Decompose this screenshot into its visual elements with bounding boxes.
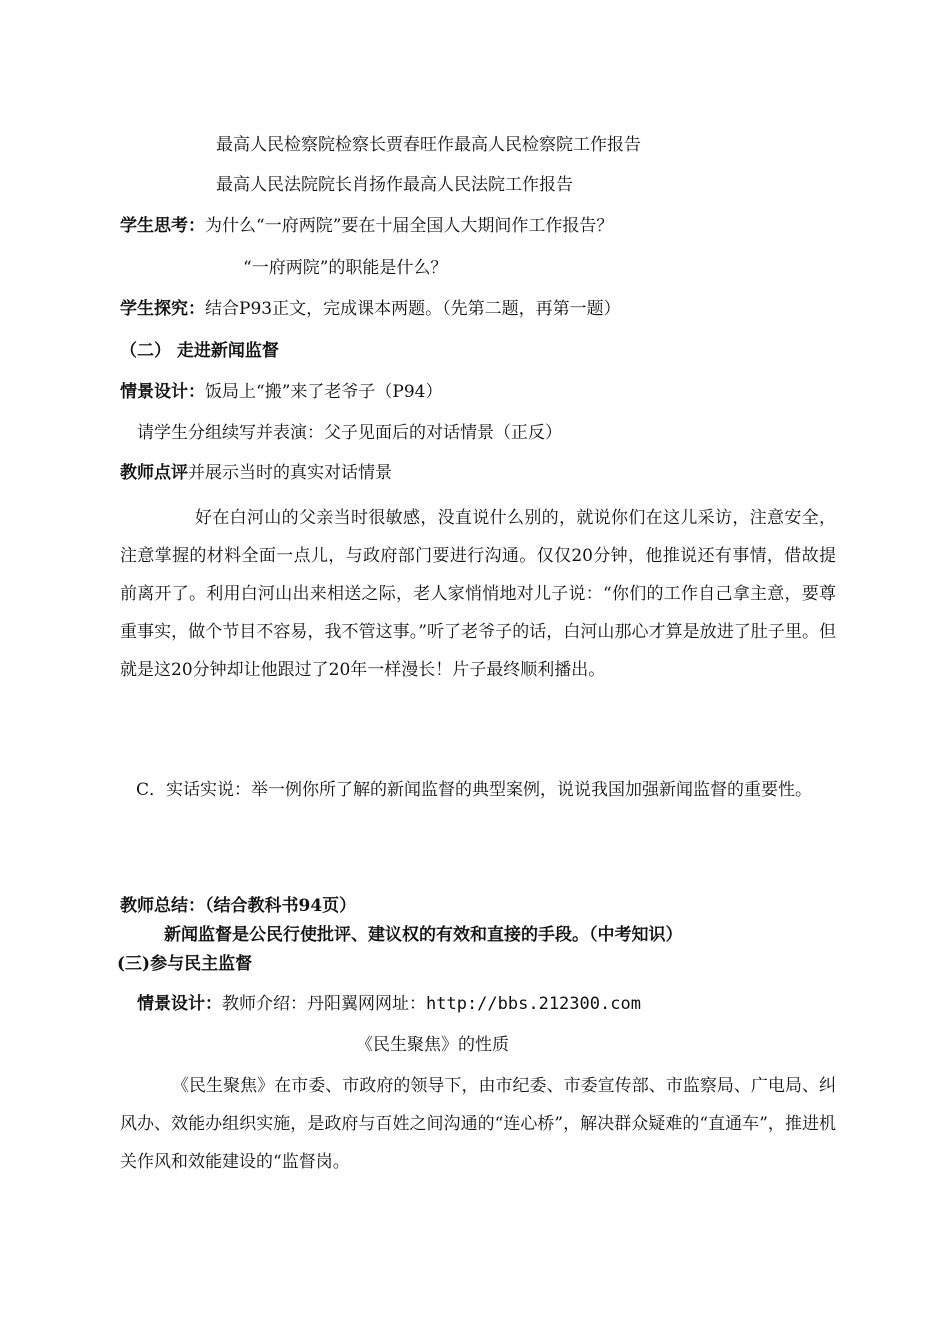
section-3-heading: (三)参与民主监督 bbox=[117, 954, 253, 974]
teacher-summary-label: 教师总结：（结合教科书94页） bbox=[120, 896, 357, 916]
scenario-2-label: 情景设计： bbox=[137, 994, 222, 1014]
minsheng-title: 《民生聚焦》的性质 bbox=[356, 1035, 509, 1055]
story-paragraph: 好在白河山的父亲当时很敏感，没直说什么别的，就说你们在这儿采访，注意安全，注意掌握的材料全面一点儿，与政府部门要进行沟通。仅仅20分钟，他推说还有事情，借故提前离开了。利用白河山出来相送之际，老人家悄悄地对儿子说：“你们的工作自己拿主意，要尊重事实，做个节目不容易，我不管这事。”听了老爷子的话，白河山那心才算是放进了肚子里。但就是这20分钟却让他跟过了20年一样漫长！片子最终顺利播出。 bbox=[120, 508, 836, 680]
report-court: 最高人民法院院长肖扬作最高人民法院工作报告 bbox=[216, 175, 573, 195]
website-url: http://bbs.212300.com bbox=[426, 994, 641, 1014]
student-explore-label: 学生探究： bbox=[120, 299, 205, 319]
scenario-1-text: 饭局上“搬”来了老爷子（P94） bbox=[205, 382, 443, 402]
scenario-2-line bbox=[137, 996, 641, 1013]
student-think-label: 学生思考： bbox=[120, 216, 205, 236]
scenario-1-label: 情景设计： bbox=[120, 382, 205, 402]
minsheng-paragraph: 《民生聚焦》在市委、市政府的领导下，由市纪委、市委宣传部、市监察局、广电局、纠风办、效能办组织实施，是政府与百姓之间沟通的“连心桥”，解决群众疑难的“直通车”，推进机关作风和效能建设的“监督岗。 bbox=[120, 1076, 836, 1172]
teacher-comment-text: 并展示当时的真实对话情景 bbox=[188, 463, 392, 483]
student-think-question-1: 为什么“一府两院”要在十届全国人大期间作工作报告？ bbox=[205, 216, 614, 236]
student-explore-text: 结合P93正文，完成课本两题。（先第二题，再第一题） bbox=[205, 299, 621, 319]
student-think-line bbox=[120, 218, 613, 235]
scenario-2-text: 教师介绍：丹阳翼网网址： bbox=[222, 994, 426, 1014]
real-talk-paragraph: C．实话实说：举一例你所了解的新闻监督的典型案例，说说我国加强新闻监督的重要性。 bbox=[136, 780, 813, 800]
teacher-comment-line bbox=[120, 465, 392, 482]
teacher-summary-point: 新闻监督是公民行使批评、建议权的有效和直接的手段。（中考知识） bbox=[164, 925, 683, 945]
student-think-question-2: “一府两院”的职能是什么？ bbox=[243, 258, 448, 278]
student-explore-line bbox=[120, 301, 621, 318]
scenario-1-task: 请学生分组续写并表演：父子见面后的对话情景（正反） bbox=[137, 423, 562, 443]
report-procuratorate: 最高人民检察院检察长贾春旺作最高人民检察院工作报告 bbox=[216, 135, 641, 155]
scenario-1-line bbox=[120, 384, 442, 401]
section-2-heading: （二） 走进新闻监督 bbox=[120, 341, 279, 361]
teacher-comment-label: 教师点评 bbox=[120, 463, 188, 483]
